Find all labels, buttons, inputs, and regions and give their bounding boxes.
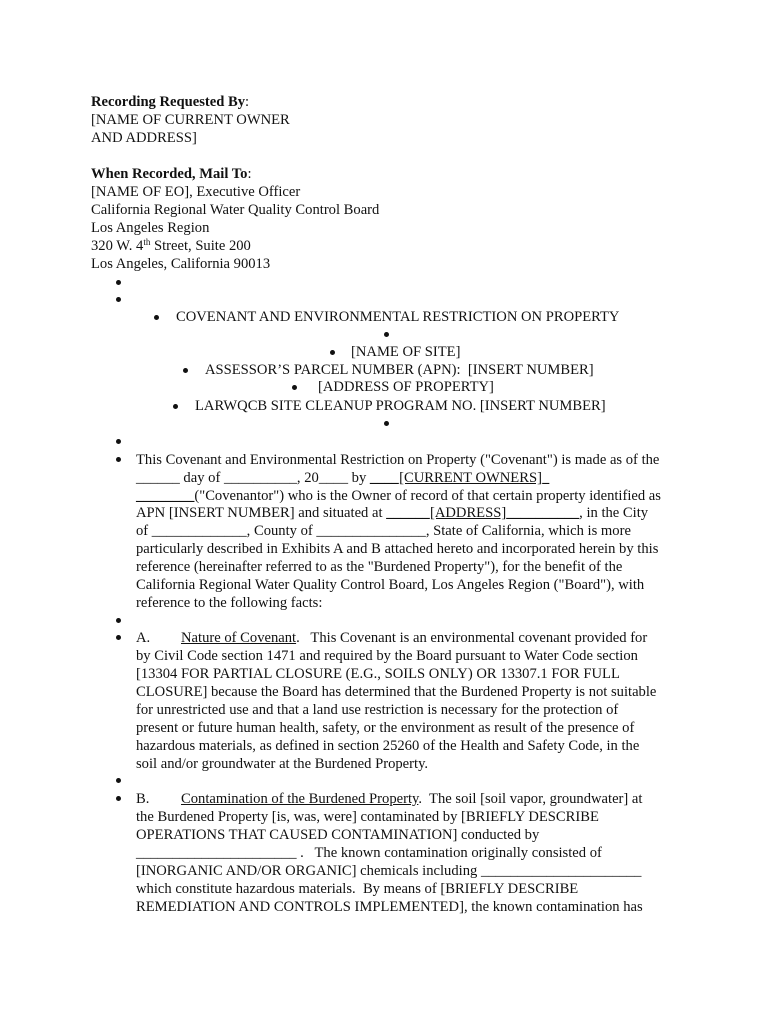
mail-to-line-4 (91, 237, 251, 255)
covenantor-text: ("Covenantor") who is the Owner of record of that certain property identified as (194, 488, 661, 504)
recording-requested-heading (91, 93, 249, 111)
section-b-heading: Contamination of the Burdened Property (181, 791, 419, 807)
mail-to-line-3: Los Angeles Region (91, 220, 210, 236)
bullet-icon (116, 439, 121, 444)
apn-text: APN [INSERT NUMBER] and situated at (136, 505, 387, 521)
section-a-text: . This Covenant is an environmental covenant provided for (296, 630, 648, 646)
when-recorded-label: When Recorded, Mail To (91, 166, 248, 182)
section-b-line-5: [INORGANIC AND/OR ORGANIC] chemicals including ______________________ (136, 863, 642, 879)
document-title: COVENANT AND ENVIRONMENTAL RESTRICTION ON PROPERTY (176, 309, 620, 325)
intro-line-1: This Covenant and Environmental Restriction on Property ("Covenant") is made as of the (136, 452, 660, 468)
section-b-line-2: the Burdened Property [is, was, were] contaminated by [BRIEFLY DESCRIBE (136, 809, 599, 825)
intro-line-9: reference to the following facts: (136, 595, 323, 611)
owner-blank: ________ (136, 488, 195, 504)
bullet-icon (384, 421, 389, 426)
apn-line: ASSESSOR’S PARCEL NUMBER (APN): [INSERT NUMBER] (205, 362, 594, 378)
section-a-heading: Nature of Covenant (181, 630, 297, 646)
bullet-icon (384, 332, 389, 337)
section-a-line-2: by Civil Code section 1471 and required by the Board pursuant to Water Code section (136, 648, 638, 664)
section-b-line-1 (181, 790, 642, 808)
city-text: , in the City (579, 505, 649, 521)
mail-to-line-5: Los Angeles, California 90013 (91, 256, 271, 272)
colon: : (247, 166, 252, 182)
requester-address-line: AND ADDRESS] (91, 130, 197, 146)
bullet-icon (116, 618, 121, 623)
intro-line-5: of _____________, County of _______________, State of California, which is more (136, 523, 631, 539)
bullet-icon (116, 635, 121, 640)
bullet-icon (116, 297, 121, 302)
requester-name-line: [NAME OF CURRENT OWNER (91, 112, 290, 128)
bullet-icon (116, 778, 121, 783)
section-a-line-8: soil and/or groundwater at the Burdened Property. (136, 756, 429, 772)
section-a-line-7: hazardous materials, as defined in section 25260 of the Health and Safety Code, in the (136, 738, 640, 754)
bullet-icon (173, 404, 178, 409)
section-a-line-4: CLOSURE] because the Board has determined that the Burdened Property is not suitable (136, 684, 657, 700)
section-a-line-1 (181, 629, 647, 647)
section-a-line-5: for unrestricted use and that a land use restriction is necessary for the protection of (136, 702, 619, 718)
section-b-line-4: ______________________ . The known contamination originally consisted of (136, 845, 602, 861)
bullet-icon (116, 280, 121, 285)
section-a-letter: A. (136, 630, 151, 646)
intro-line-4 (136, 504, 648, 522)
bullet-icon (330, 350, 335, 355)
intro-line-8: California Regional Water Quality Control Board, Los Angeles Region ("Board"), with (136, 577, 645, 593)
recording-requested-label: Recording Requested By (91, 94, 246, 110)
section-b-text: . The soil [soil vapor, groundwater] at (418, 791, 643, 807)
section-b-letter: B. (136, 791, 150, 807)
section-b-line-7: REMEDIATION AND CONTROLS IMPLEMENTED], the known contamination has (136, 899, 643, 915)
street-rest: Street, Suite 200 (150, 238, 251, 254)
address-field: ______[ADDRESS]__________ (386, 505, 580, 521)
intro-line-2 (136, 469, 549, 487)
mail-to-line-2: California Regional Water Quality Control Board (91, 202, 380, 218)
bullet-icon (154, 315, 159, 320)
property-address: [ADDRESS OF PROPERTY] (318, 379, 494, 395)
current-owners-field: ____[CURRENT OWNERS]_ (369, 470, 550, 486)
program-number: LARWQCB SITE CLEANUP PROGRAM NO. [INSERT NUMBER] (195, 398, 606, 414)
intro-line-6: particularly described in Exhibits A and B attached hereto and incorporated herein by this (136, 541, 659, 557)
bullet-icon (116, 457, 121, 462)
date-blanks: ______ day of __________, 20____ by (136, 470, 370, 486)
section-a-line-6: present or future human health, safety, or the environment as result of the presence of (136, 720, 635, 736)
bullet-icon (116, 796, 121, 801)
when-recorded-heading (91, 165, 252, 183)
ordinal-suffix: th (143, 237, 151, 247)
intro-line-7: reference (hereinafter referred to as the "Burdened Property"), for the benefit of the (136, 559, 623, 575)
bullet-icon (183, 368, 188, 373)
intro-line-3 (136, 487, 661, 505)
site-name: [NAME OF SITE] (351, 344, 461, 360)
mail-to-line-1: [NAME OF EO], Executive Officer (91, 184, 301, 200)
street-number: 320 W. 4 (91, 238, 144, 254)
section-a-line-3: [13304 FOR PARTIAL CLOSURE (E.G., SOILS ONLY) OR 13307.1 FOR FULL (136, 666, 620, 682)
section-b-line-3: OPERATIONS THAT CAUSED CONTAMINATION] conducted by (136, 827, 540, 843)
section-b-line-6: which constitute hazardous materials. By means of [BRIEFLY DESCRIBE (136, 881, 579, 897)
bullet-icon (292, 385, 297, 390)
colon: : (245, 94, 250, 110)
